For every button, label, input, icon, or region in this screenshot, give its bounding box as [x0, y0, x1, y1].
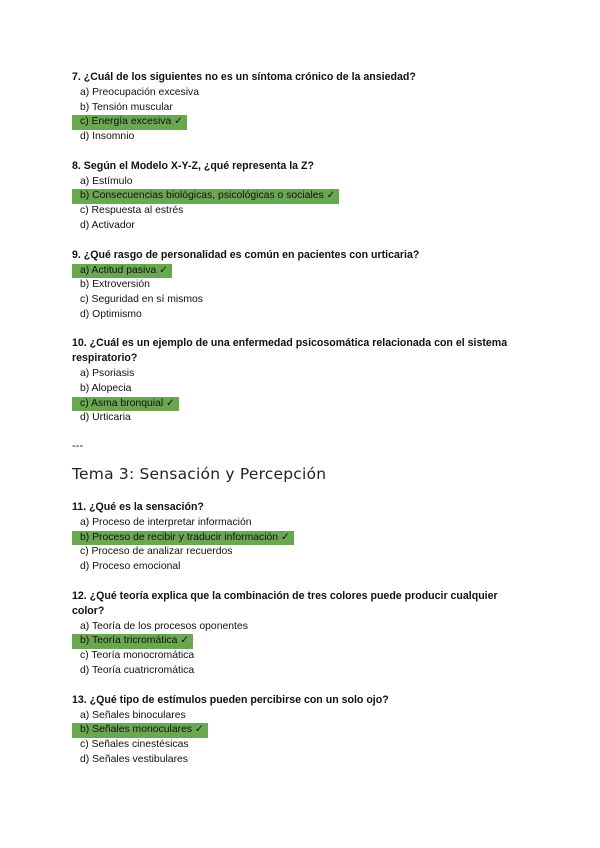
section-heading: Tema 3: Sensación y Percepción	[72, 465, 327, 483]
answer-option	[72, 709, 532, 724]
answer-option	[72, 86, 532, 101]
answer-text: a) Teoría de los procesos oponentes	[80, 620, 248, 632]
answer-text: d) Optimismo	[80, 308, 142, 320]
answer-text: b) Señales monoculares ✓	[72, 723, 208, 738]
answer-option	[72, 219, 532, 234]
answer-options	[72, 175, 532, 234]
answer-text: b) Tensión muscular	[80, 101, 173, 113]
answer-text: c) Teoría monocromática	[80, 650, 195, 662]
question-title: 11. ¿Qué es la sensación?	[72, 501, 204, 513]
answer-option	[72, 560, 532, 575]
answer-text: b) Proceso de recibir y traducir información ✓	[72, 531, 294, 546]
answer-text: a) Psoriasis	[80, 368, 135, 380]
correct-answer-option	[72, 189, 532, 204]
answer-option	[72, 649, 532, 664]
question-title: 12. ¿Qué teoría explica que la combinación de tres colores puede producir cualquier color?	[72, 589, 498, 617]
answer-text: c) Proceso de analizar recuerdos	[80, 546, 233, 558]
question	[72, 336, 532, 426]
correct-answer-option	[72, 397, 532, 412]
answer-text: a) Proceso de interpretar información	[80, 517, 252, 528]
answer-option	[72, 293, 532, 308]
answer-option	[72, 367, 532, 382]
answer-options	[72, 264, 532, 323]
answer-text: c) Energía excesiva ✓	[72, 115, 187, 130]
answer-text: c) Señales cinestésicas	[80, 738, 189, 750]
answer-option	[72, 101, 532, 116]
question-title: 8. Según el Modelo X-Y-Z, ¿qué representa la Z?	[72, 159, 314, 172]
answer-text: d) Teoría cuatricromática	[80, 664, 195, 676]
answer-text: c) Asma bronquial ✓	[72, 397, 179, 412]
answer-option	[72, 130, 532, 145]
question	[72, 500, 532, 575]
answer-text: b) Alopecia	[80, 382, 132, 394]
answer-options	[72, 516, 532, 575]
answer-options	[72, 709, 532, 768]
correct-answer-option	[72, 115, 532, 130]
answer-text: a) Preocupación excesiva	[80, 87, 199, 98]
answer-text: c) Respuesta al estrés	[80, 205, 184, 217]
question-title: 7. ¿Cuál de los siguientes no es un síntoma crónico de la ansiedad?	[72, 71, 416, 83]
answer-options	[72, 367, 532, 426]
answer-text: d) Proceso emocional	[80, 561, 181, 573]
answer-options	[72, 86, 532, 145]
correct-answer-option	[72, 531, 532, 546]
question	[72, 693, 532, 768]
answer-option	[72, 664, 532, 679]
question	[72, 70, 532, 145]
answer-option	[72, 753, 532, 768]
answer-option	[72, 204, 532, 219]
answer-text: a) Actitud pasiva ✓	[72, 264, 172, 279]
answer-text: a) Señales binoculares	[80, 709, 186, 721]
answer-option	[72, 411, 532, 426]
question-title: 13. ¿Qué tipo de estímulos pueden percibirse con un solo ojo?	[72, 693, 389, 706]
answer-text: d) Señales vestibulares	[80, 753, 189, 765]
answer-text: b) Extroversión	[80, 279, 150, 291]
answer-option	[72, 382, 532, 397]
answer-option	[72, 620, 532, 635]
answer-option	[72, 738, 532, 753]
answer-text: b) Teoría tricromática ✓	[72, 634, 193, 649]
answer-option	[72, 545, 532, 560]
question	[72, 159, 532, 234]
answer-text: d) Activador	[80, 219, 135, 231]
answer-text: c) Seguridad en sí mismos	[80, 293, 204, 305]
answer-text: d) Insomnio	[80, 131, 135, 143]
answer-option	[72, 308, 532, 323]
answer-option	[72, 175, 532, 190]
answer-text: a) Estímulo	[80, 175, 133, 187]
question	[72, 248, 532, 323]
question-group-b	[72, 500, 532, 767]
answer-options	[72, 620, 532, 679]
document-page	[72, 70, 532, 781]
correct-answer-option	[72, 723, 532, 738]
correct-answer-option	[72, 634, 532, 649]
separator: ---	[72, 440, 83, 452]
answer-option	[72, 516, 532, 531]
answer-option	[72, 278, 532, 293]
question-title: 10. ¿Cuál es un ejemplo de una enfermedad psicosomática relacionada con el sistema respiratorio?	[72, 337, 508, 365]
question	[72, 589, 532, 679]
question-group-a	[72, 70, 532, 426]
answer-text: b) Consecuencias biológicas, psicológicas o sociales ✓	[72, 189, 339, 204]
question-title: 9. ¿Qué rasgo de personalidad es común en pacientes con urticaria?	[72, 248, 420, 261]
correct-answer-option	[72, 264, 532, 279]
answer-text: d) Urticaria	[80, 412, 131, 424]
